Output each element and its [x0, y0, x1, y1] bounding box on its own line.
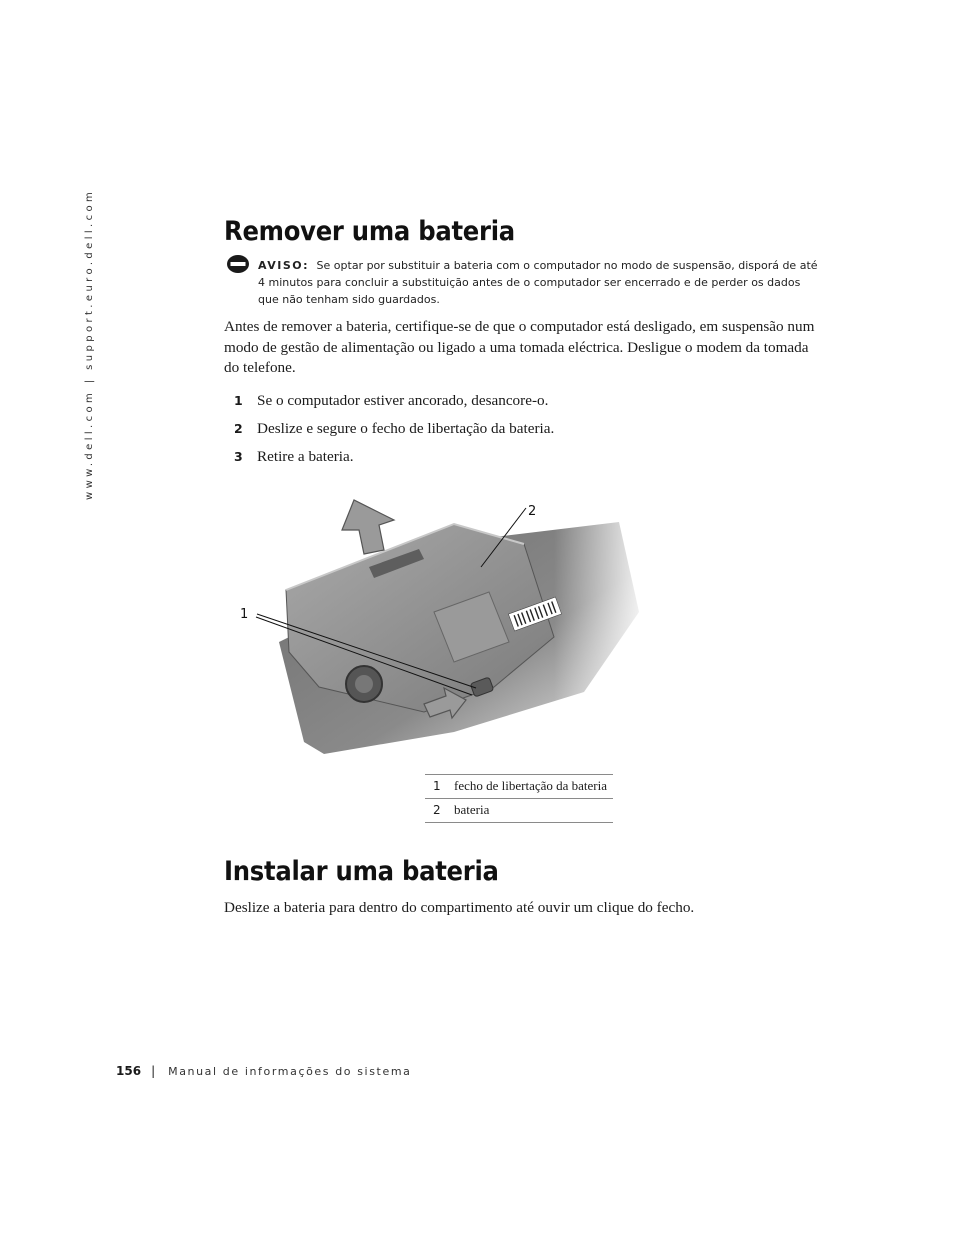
- step-number: 3: [234, 449, 243, 464]
- step-item: [234, 419, 554, 447]
- section-title-remove: Remover uma bateria: [224, 216, 515, 247]
- sidebar-url: www.dell.com | support.euro.dell.com: [84, 188, 95, 500]
- step-number: 2: [234, 421, 243, 436]
- book-title: Manual de informações do sistema: [168, 1065, 412, 1078]
- figure-callout-1: 1: [240, 607, 249, 622]
- footer-separator: |: [151, 1064, 156, 1078]
- step-text: Se o computador estiver ancorado, desancore-o.: [257, 392, 549, 409]
- legend-number: 2: [433, 803, 441, 817]
- intro-paragraph: Antes de remover a bateria, certifique-se de que o computador está desligado, em suspensão num modo de gestão de alimentação ou ligado a uma tomada eléctrica. Desligue o modem da tomada do telefone.: [224, 318, 815, 376]
- legend-label: bateria: [454, 802, 490, 817]
- step-item: [234, 391, 554, 419]
- section-title-install: Instalar uma bateria: [224, 856, 499, 887]
- steps-list: [234, 391, 554, 475]
- legend-row: [425, 775, 613, 799]
- removal-arrow: [342, 500, 394, 554]
- step-item: [234, 447, 554, 475]
- page-footer: [116, 1062, 411, 1080]
- legend-row: [425, 799, 613, 823]
- notice-icon: [226, 254, 250, 274]
- figure-callout-2: 2: [528, 504, 537, 519]
- notice-text: [258, 257, 818, 308]
- notice-body: Se optar por substituir a bateria com o computador no modo de suspensão, disporá de até 4 minutos para concluir a substituição antes de o computador ser encerrado e de perder os dados que não tenham sido guardados.: [258, 259, 818, 306]
- page-number: 156: [116, 1064, 142, 1078]
- install-paragraph: Deslize a bateria para dentro do compartimento até ouvir um clique do fecho.: [224, 899, 695, 916]
- figure-legend: [425, 774, 613, 823]
- notice-label: AVISO:: [258, 259, 310, 272]
- step-number: 1: [234, 393, 243, 408]
- legend-label: fecho de libertação da bateria: [454, 778, 608, 793]
- legend-number: 1: [433, 779, 441, 793]
- step-text: Deslize e segure o fecho de libertação da bateria.: [257, 420, 555, 437]
- battery-removal-illustration: [224, 492, 654, 762]
- step-text: Retire a bateria.: [257, 448, 354, 465]
